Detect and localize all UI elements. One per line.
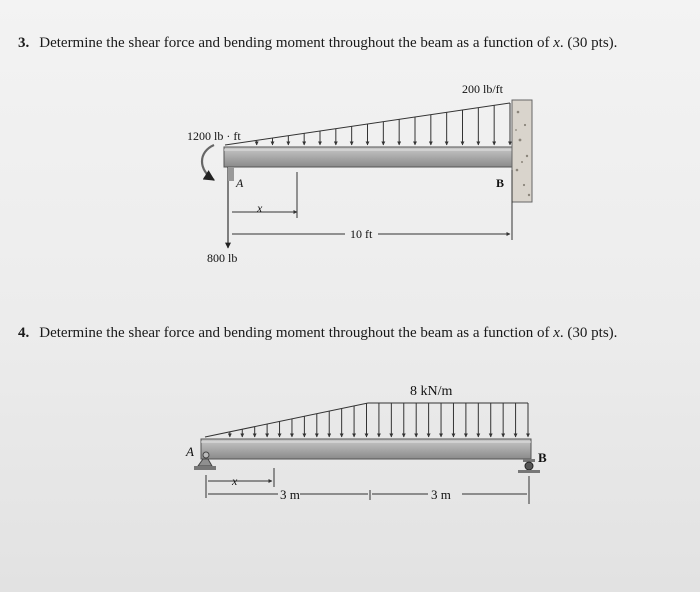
fig3-load-label: 200 lb/ft [462,82,503,96]
fig3-distributed-load [257,103,510,145]
problem-4-text: Determine the shear force and bending moment throughout the beam as a function of [39,325,550,341]
fig4-x-label: x [232,474,238,488]
fig4-distributed-load [230,403,528,437]
fig3-length-label: 10 ft [350,227,373,241]
fig3-point-a: A [236,176,244,190]
fig4-span1-label: 3 m [280,487,300,502]
fig3-point-b: B [496,176,505,190]
fig3-moment-label: 1200 lb · ft [187,129,241,143]
fig4-point-a: A [186,444,194,459]
figure-3 [187,82,532,265]
problem-4-points: . (30 pts). [559,325,618,341]
fig3-fixed-wall [512,100,532,202]
problem-3-variable: x [553,35,560,51]
problem-3-points: . (30 pts). [559,35,618,51]
fig3-force-label: 800 lb [207,251,238,265]
fig3-end-plate [228,167,234,181]
fig3-x-label: x [257,201,263,215]
figure-4 [185,384,547,504]
fig4-span2-label: 3 m [431,487,451,502]
problem-3-text: Determine the shear force and bending moment throughout the beam as a function of [39,35,550,51]
fig4-point-b: B [538,450,547,465]
problem-4-variable: x [553,325,560,341]
fig4-load-label: 8 kN/m [410,384,453,399]
fig4-roller-support-b [518,459,540,473]
problem-4-number: 4. [18,325,30,341]
problem-3-number: 3. [18,35,30,51]
fig3-moment-arrow [202,145,214,180]
